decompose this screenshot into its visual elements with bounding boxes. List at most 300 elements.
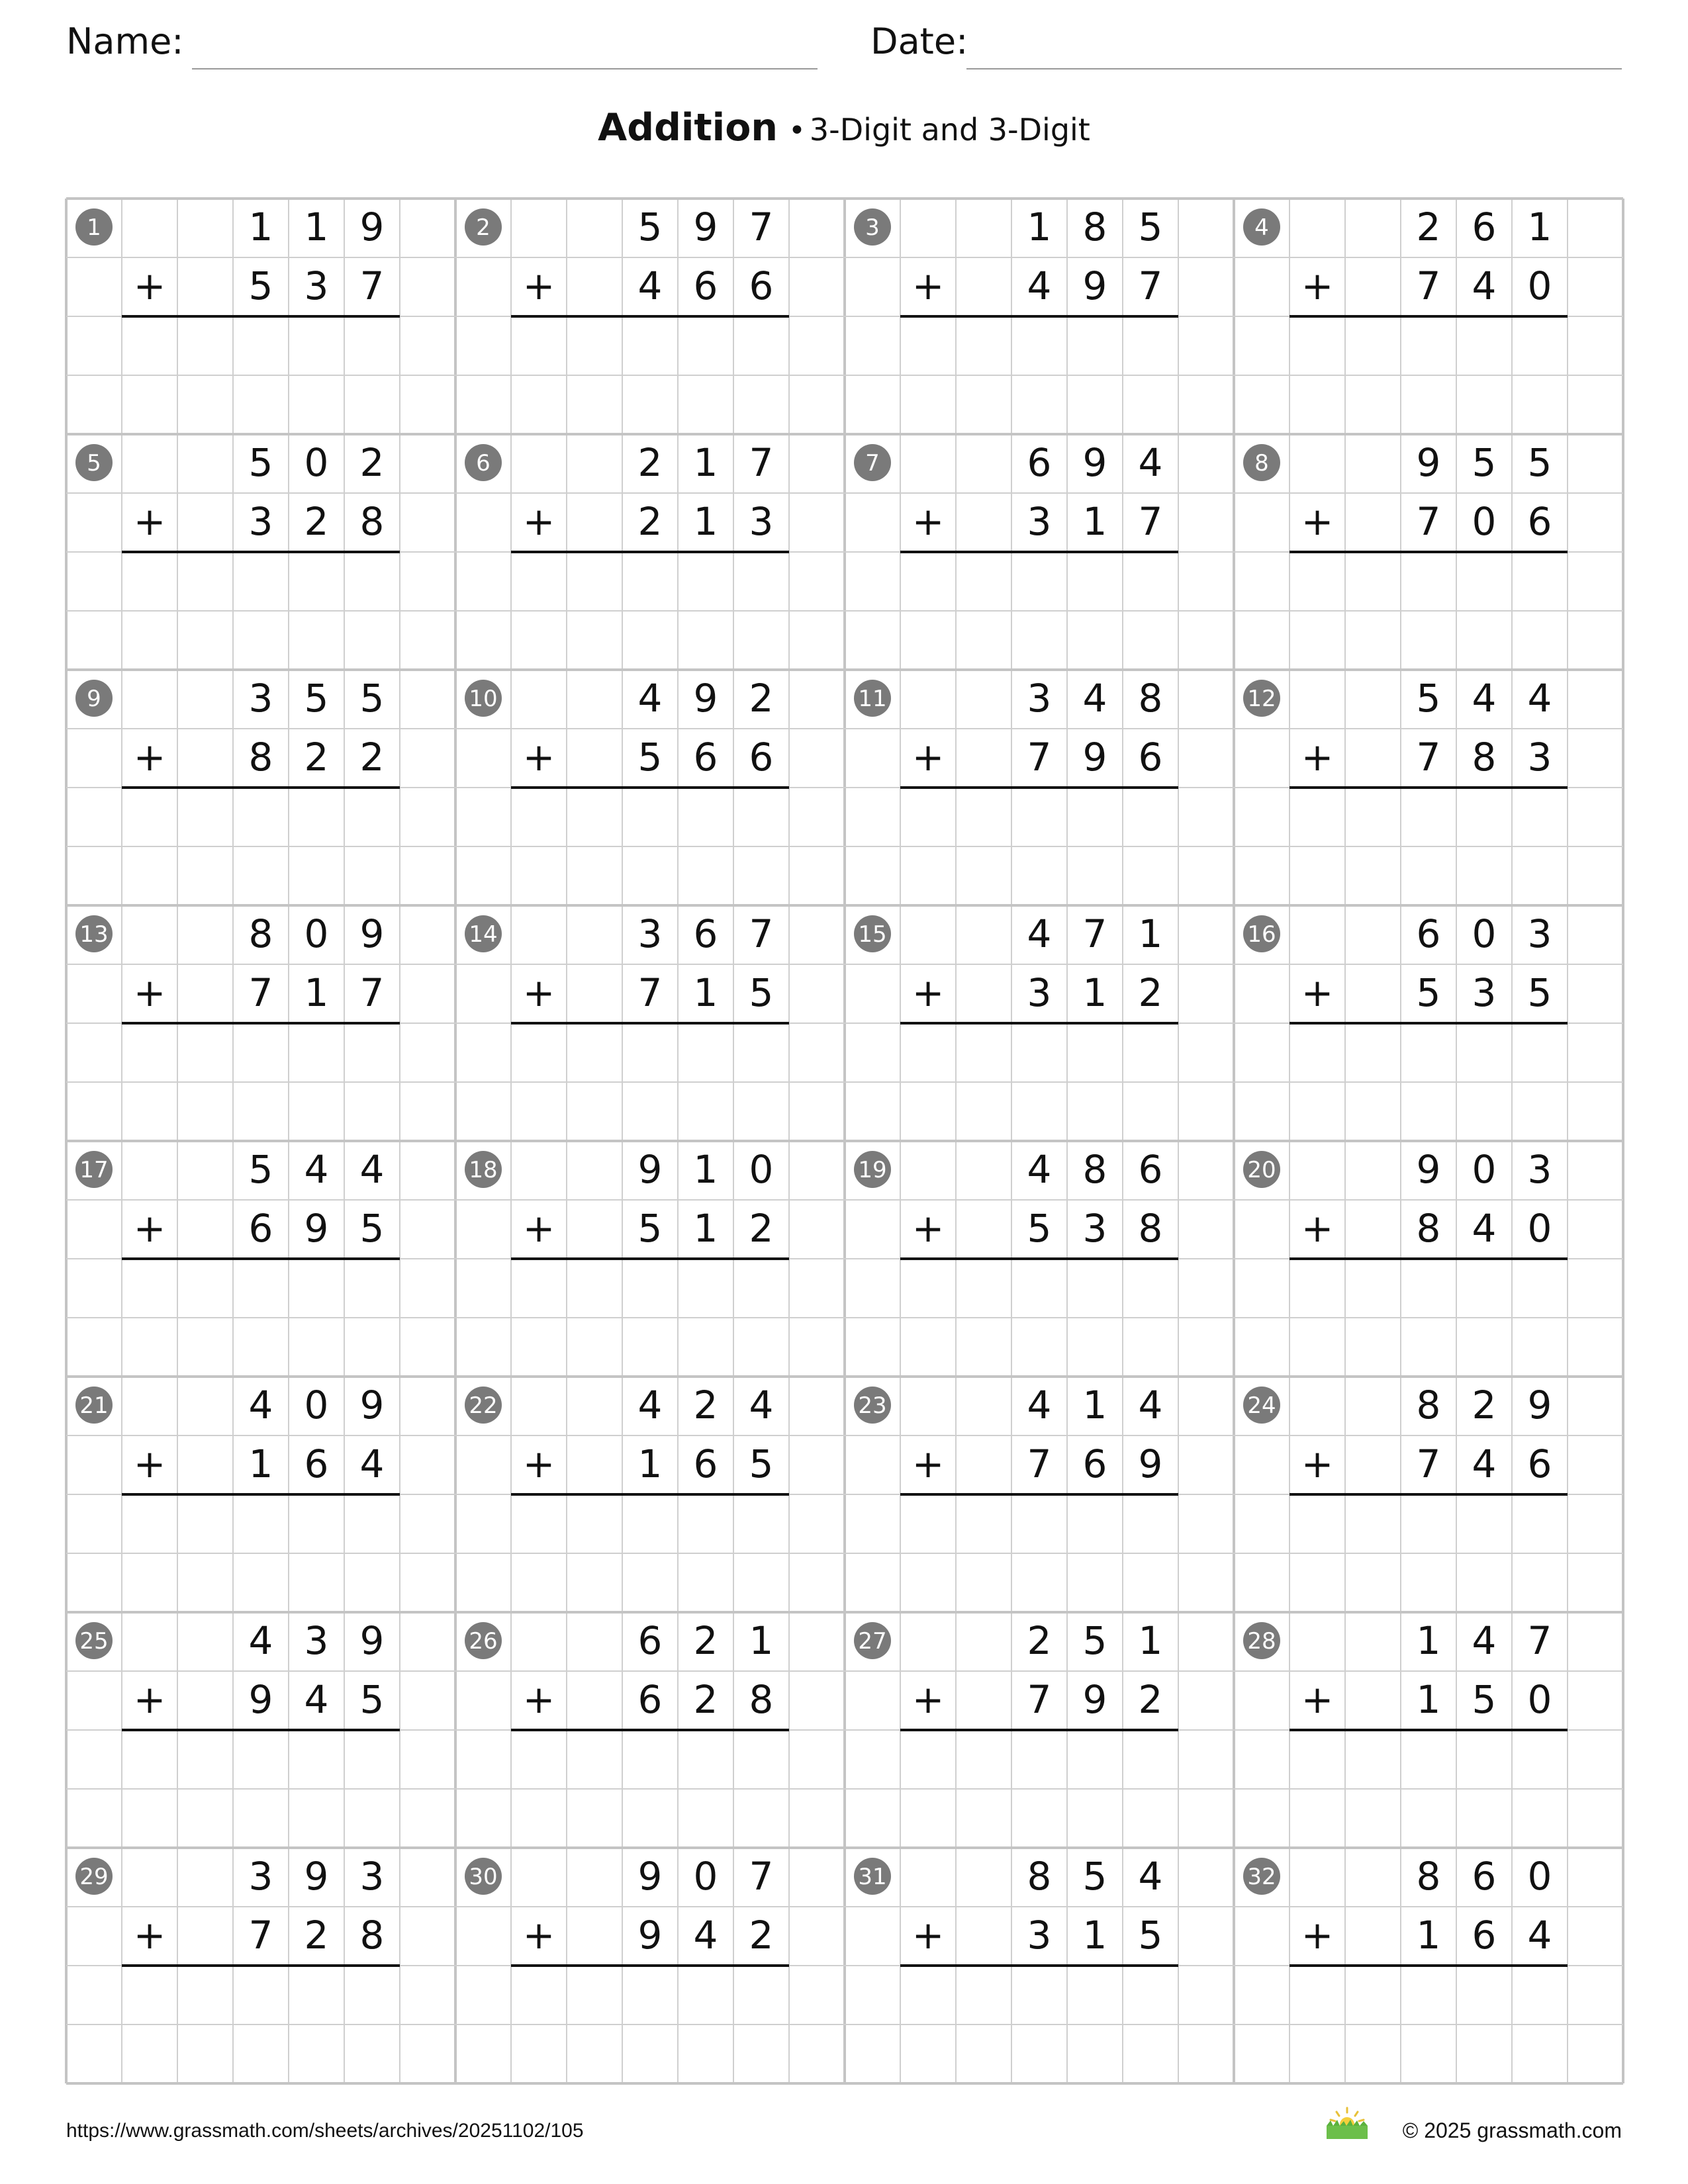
bottom-addend-digit: 8: [359, 1913, 385, 1958]
problem-number: 9: [87, 686, 101, 712]
bottom-addend-digit: 4: [1027, 263, 1052, 308]
bottom-addend-digit: 6: [1082, 1441, 1107, 1486]
plus-sign: +: [133, 1677, 166, 1722]
bottom-addend-digit: 7: [1416, 263, 1441, 308]
top-addend-digit: 2: [1472, 1383, 1497, 1428]
problem-number: 32: [1247, 1864, 1276, 1890]
bottom-addend-digit: 5: [359, 1206, 385, 1251]
plus-sign: +: [912, 735, 945, 780]
top-addend-digit: 9: [1416, 440, 1441, 485]
plus-sign: +: [1301, 1913, 1334, 1958]
bottom-addend-digit: 3: [1527, 735, 1552, 780]
top-addend-digit: 5: [1138, 205, 1163, 250]
top-addend-digit: 4: [1138, 1383, 1163, 1428]
top-addend-digit: 8: [1082, 1147, 1107, 1192]
top-addend-digit: 1: [1138, 911, 1163, 956]
bottom-addend-digit: 9: [248, 1677, 273, 1722]
problem-19: [854, 1147, 1178, 1316]
problem-5: [75, 440, 400, 609]
top-addend-digit: 9: [693, 676, 718, 721]
top-addend-digit: 6: [1027, 440, 1052, 485]
bottom-addend-digit: 5: [1472, 1677, 1497, 1722]
top-addend-digit: 5: [304, 676, 329, 721]
bottom-addend-digit: 3: [1082, 1206, 1107, 1251]
answer-area[interactable]: [1289, 790, 1568, 844]
bottom-addend-digit: 7: [1416, 735, 1441, 780]
problem-number: 22: [469, 1392, 498, 1419]
bottom-addend-digit: 7: [1416, 499, 1441, 544]
top-addend-digit: 1: [693, 1147, 718, 1192]
top-addend-digit: 9: [1527, 1383, 1552, 1428]
bottom-addend-digit: 0: [1527, 1206, 1552, 1251]
bottom-addend-digit: 6: [637, 1677, 663, 1722]
answer-area[interactable]: [1289, 1496, 1568, 1551]
title-bullet: •: [788, 114, 806, 148]
top-addend-digit: 9: [693, 205, 718, 250]
top-addend-digit: 1: [749, 1618, 774, 1663]
answer-area[interactable]: [1289, 554, 1568, 609]
top-addend-digit: 7: [749, 1854, 774, 1899]
bottom-addend-digit: 4: [637, 263, 663, 308]
bottom-addend-digit: 6: [1138, 735, 1163, 780]
top-addend-digit: 9: [359, 1618, 385, 1663]
top-addend-digit: 4: [1082, 676, 1107, 721]
title-main: Addition: [598, 106, 778, 150]
bottom-addend-digit: 7: [1138, 263, 1163, 308]
bottom-addend-digit: 5: [749, 1441, 774, 1486]
problem-number: 17: [79, 1157, 109, 1183]
problem-26: [465, 1618, 789, 1787]
bottom-addend-digit: 2: [304, 499, 329, 544]
bottom-addend-digit: 8: [1472, 735, 1497, 780]
grass-sun-logo-icon: [1324, 2107, 1370, 2140]
top-addend-digit: 4: [637, 1383, 663, 1428]
bottom-addend-digit: 5: [359, 1677, 385, 1722]
bottom-addend-digit: 3: [749, 499, 774, 544]
answer-area[interactable]: [511, 1261, 789, 1316]
plus-sign: +: [133, 1441, 166, 1486]
plus-sign: +: [522, 263, 555, 308]
top-addend-digit: 1: [304, 205, 329, 250]
problem-20: [1243, 1147, 1568, 1316]
problem-8: [1243, 440, 1568, 609]
problem-number: 11: [858, 686, 887, 712]
bottom-addend-digit: 3: [304, 263, 329, 308]
bottom-addend-digit: 1: [693, 970, 718, 1015]
plus-sign: +: [1301, 970, 1334, 1015]
bottom-addend-digit: 9: [1138, 1441, 1163, 1486]
grid-lines: [66, 199, 1623, 2083]
plus-sign: +: [522, 1677, 555, 1722]
problem-6: [465, 440, 789, 609]
top-addend-digit: 6: [637, 1618, 663, 1663]
problem-number: 6: [476, 450, 491, 477]
top-addend-digit: 3: [304, 1618, 329, 1663]
plus-sign: +: [912, 1441, 945, 1486]
problem-number: 21: [79, 1392, 109, 1419]
plus-sign: +: [133, 1913, 166, 1958]
answer-area[interactable]: [900, 1496, 1178, 1551]
bottom-addend-digit: 2: [304, 735, 329, 780]
bottom-addend-digit: 2: [693, 1677, 718, 1722]
bottom-addend-digit: 3: [1472, 970, 1497, 1015]
bottom-addend-digit: 6: [1527, 1441, 1552, 1486]
plus-sign: +: [133, 263, 166, 308]
answer-area[interactable]: [1289, 1025, 1568, 1080]
bottom-addend-digit: 1: [1082, 499, 1107, 544]
top-addend-digit: 3: [248, 1854, 273, 1899]
bottom-addend-digit: 7: [248, 970, 273, 1015]
top-addend-digit: 9: [1416, 1147, 1441, 1192]
answer-area[interactable]: [900, 554, 1178, 609]
answer-area[interactable]: [900, 1261, 1178, 1316]
top-addend-digit: 4: [304, 1147, 329, 1192]
bottom-addend-digit: 7: [1138, 499, 1163, 544]
bottom-addend-digit: 4: [1472, 1441, 1497, 1486]
bottom-addend-digit: 8: [1416, 1206, 1441, 1251]
top-addend-digit: 3: [1027, 676, 1052, 721]
problem-10: [465, 676, 789, 844]
answer-area[interactable]: [122, 1261, 400, 1316]
bottom-addend-digit: 3: [1027, 499, 1052, 544]
top-addend-digit: 2: [749, 676, 774, 721]
top-addend-digit: 0: [1472, 911, 1497, 956]
plus-sign: +: [133, 1206, 166, 1251]
top-addend-digit: 4: [637, 676, 663, 721]
bottom-addend-digit: 4: [1472, 263, 1497, 308]
problem-16: [1243, 911, 1568, 1080]
problem-number: 1: [87, 214, 101, 241]
problem-number: 14: [469, 921, 498, 948]
problem-31: [854, 1854, 1178, 2023]
problem-number: 26: [469, 1628, 498, 1655]
bottom-addend-digit: 5: [248, 263, 273, 308]
problem-number: 4: [1254, 214, 1269, 241]
bottom-addend-digit: 7: [1027, 735, 1052, 780]
footer-url: https://www.grassmath.com/sheets/archives/20251102/105: [66, 2120, 584, 2142]
answer-area[interactable]: [511, 318, 789, 373]
answer-area[interactable]: [900, 318, 1178, 373]
bottom-addend-digit: 9: [1082, 1677, 1107, 1722]
top-addend-digit: 9: [359, 1383, 385, 1428]
top-addend-digit: 5: [1527, 440, 1552, 485]
plus-sign: +: [912, 970, 945, 1015]
plus-sign: +: [1301, 499, 1334, 544]
top-addend-digit: 0: [749, 1147, 774, 1192]
answer-area[interactable]: [122, 1968, 400, 2023]
top-addend-digit: 5: [359, 676, 385, 721]
bottom-addend-digit: 7: [1027, 1441, 1052, 1486]
top-addend-digit: 4: [749, 1383, 774, 1428]
bottom-addend-digit: 2: [359, 735, 385, 780]
bottom-addend-digit: 5: [1527, 970, 1552, 1015]
problem-21: [75, 1383, 400, 1551]
problem-7: [854, 440, 1178, 609]
problem-22: [465, 1383, 789, 1551]
bottom-addend-digit: 5: [637, 1206, 663, 1251]
answer-area[interactable]: [511, 554, 789, 609]
problem-30: [465, 1854, 789, 2023]
top-addend-digit: 6: [693, 911, 718, 956]
answer-area[interactable]: [900, 1968, 1178, 2023]
problem-14: [465, 911, 789, 1080]
bottom-addend-digit: 7: [359, 263, 385, 308]
bottom-addend-digit: 7: [1416, 1441, 1441, 1486]
plus-sign: +: [133, 499, 166, 544]
plus-sign: +: [912, 1206, 945, 1251]
bottom-addend-digit: 8: [1138, 1206, 1163, 1251]
problem-32: [1243, 1854, 1568, 2023]
top-addend-digit: 2: [637, 440, 663, 485]
top-addend-digit: 7: [1082, 911, 1107, 956]
bottom-addend-digit: 3: [248, 499, 273, 544]
top-addend-digit: 2: [359, 440, 385, 485]
bottom-addend-digit: 9: [1082, 263, 1107, 308]
bottom-addend-digit: 2: [304, 1913, 329, 1958]
top-addend-digit: 8: [1416, 1383, 1441, 1428]
bottom-addend-digit: 7: [359, 970, 385, 1015]
problem-number: 28: [1247, 1628, 1276, 1655]
top-addend-digit: 7: [749, 440, 774, 485]
top-addend-digit: 2: [693, 1383, 718, 1428]
problem-18: [465, 1147, 789, 1316]
problem-28: [1243, 1618, 1568, 1787]
answer-area[interactable]: [1289, 318, 1568, 373]
problem-number: 16: [1247, 921, 1276, 948]
top-addend-digit: 5: [248, 1147, 273, 1192]
top-addend-digit: 4: [1027, 911, 1052, 956]
problem-9: [75, 676, 400, 844]
top-addend-digit: 2: [1416, 205, 1441, 250]
top-addend-digit: 4: [1527, 676, 1552, 721]
date-label: Date:: [870, 21, 968, 62]
bottom-addend-digit: 2: [749, 1206, 774, 1251]
answer-area[interactable]: [511, 1732, 789, 1787]
bottom-addend-digit: 1: [693, 499, 718, 544]
plus-sign: +: [522, 735, 555, 780]
top-addend-digit: 0: [304, 1383, 329, 1428]
top-addend-digit: 2: [693, 1618, 718, 1663]
top-addend-digit: 1: [693, 440, 718, 485]
answer-area[interactable]: [122, 1025, 400, 1080]
top-addend-digit: 8: [1027, 1854, 1052, 1899]
top-addend-digit: 4: [248, 1618, 273, 1663]
problem-11: [854, 676, 1178, 844]
top-addend-digit: 6: [1472, 1854, 1497, 1899]
answer-area[interactable]: [122, 790, 400, 844]
top-addend-digit: 4: [1138, 1854, 1163, 1899]
top-addend-digit: 6: [1138, 1147, 1163, 1192]
top-addend-digit: 7: [749, 205, 774, 250]
answer-area[interactable]: [122, 318, 400, 373]
bottom-addend-digit: 9: [304, 1206, 329, 1251]
name-label: Name:: [66, 21, 184, 62]
bottom-addend-digit: 5: [1138, 1913, 1163, 1958]
problem-2: [465, 205, 789, 373]
top-addend-digit: 7: [749, 911, 774, 956]
bottom-addend-digit: 1: [1082, 1913, 1107, 1958]
top-addend-digit: 5: [1472, 440, 1497, 485]
top-addend-digit: 0: [693, 1854, 718, 1899]
answer-area[interactable]: [900, 790, 1178, 844]
problem-12: [1243, 676, 1568, 844]
bottom-addend-digit: 1: [637, 1441, 663, 1486]
problem-27: [854, 1618, 1178, 1787]
plus-sign: +: [912, 263, 945, 308]
plus-sign: +: [1301, 1677, 1334, 1722]
bottom-addend-digit: 6: [749, 735, 774, 780]
bottom-addend-digit: 9: [1082, 735, 1107, 780]
answer-area[interactable]: [511, 1025, 789, 1080]
problem-1: [75, 205, 400, 373]
plus-sign: +: [522, 1913, 555, 1958]
top-addend-digit: 4: [1027, 1147, 1052, 1192]
top-addend-digit: 8: [248, 911, 273, 956]
bottom-addend-digit: 2: [749, 1913, 774, 1958]
bottom-addend-digit: 1: [1082, 970, 1107, 1015]
bottom-addend-digit: 1: [304, 970, 329, 1015]
plus-sign: +: [522, 499, 555, 544]
answer-area[interactable]: [511, 1496, 789, 1551]
top-addend-digit: 7: [1527, 1618, 1552, 1663]
answer-area[interactable]: [122, 554, 400, 609]
bottom-addend-digit: 4: [693, 1913, 718, 1958]
bottom-addend-digit: 4: [359, 1441, 385, 1486]
problem-23: [854, 1383, 1178, 1551]
bottom-addend-digit: 5: [1416, 970, 1441, 1015]
problem-number: 3: [865, 214, 880, 241]
top-addend-digit: 2: [1027, 1618, 1052, 1663]
top-addend-digit: 0: [304, 440, 329, 485]
bottom-addend-digit: 2: [1138, 970, 1163, 1015]
plus-sign: +: [1301, 263, 1334, 308]
problem-number: 13: [79, 921, 109, 948]
top-addend-digit: 1: [1527, 205, 1552, 250]
plus-sign: +: [133, 735, 166, 780]
problem-29: [75, 1854, 400, 2023]
bottom-addend-digit: 6: [693, 1441, 718, 1486]
bottom-addend-digit: 4: [304, 1677, 329, 1722]
answer-area[interactable]: [122, 1732, 400, 1787]
problem-number: 31: [858, 1864, 887, 1890]
top-addend-digit: 9: [304, 1854, 329, 1899]
top-addend-digit: 9: [359, 205, 385, 250]
plus-sign: +: [1301, 735, 1334, 780]
bottom-addend-digit: 6: [1472, 1913, 1497, 1958]
plus-sign: +: [912, 499, 945, 544]
bottom-addend-digit: 9: [637, 1913, 663, 1958]
plus-sign: +: [522, 970, 555, 1015]
bottom-addend-digit: 5: [1027, 1206, 1052, 1251]
problem-number: 18: [469, 1157, 498, 1183]
top-addend-digit: 9: [359, 911, 385, 956]
top-addend-digit: 3: [359, 1854, 385, 1899]
top-addend-digit: 1: [1416, 1618, 1441, 1663]
top-addend-digit: 3: [1527, 1147, 1552, 1192]
answer-area[interactable]: [1289, 1261, 1568, 1316]
problem-number: 10: [469, 686, 498, 712]
bottom-addend-digit: 1: [1416, 1677, 1441, 1722]
top-addend-digit: 1: [1082, 1383, 1107, 1428]
plus-sign: +: [1301, 1441, 1334, 1486]
problem-25: [75, 1618, 400, 1787]
problem-13: [75, 911, 400, 1080]
top-addend-digit: 4: [1472, 1618, 1497, 1663]
top-addend-digit: 9: [637, 1854, 663, 1899]
bottom-addend-digit: 5: [637, 735, 663, 780]
answer-area[interactable]: [900, 1732, 1178, 1787]
top-addend-digit: 5: [248, 440, 273, 485]
answer-area[interactable]: [511, 1968, 789, 2023]
problem-number: 30: [469, 1864, 498, 1890]
bottom-addend-digit: 6: [248, 1206, 273, 1251]
top-addend-digit: 9: [637, 1147, 663, 1192]
problem-number: 2: [476, 214, 491, 241]
bottom-addend-digit: 8: [248, 735, 273, 780]
top-addend-digit: 3: [248, 676, 273, 721]
top-addend-digit: 4: [1138, 440, 1163, 485]
title-subtitle: 3-Digit and 3-Digit: [809, 112, 1090, 148]
bottom-addend-digit: 1: [248, 1441, 273, 1486]
answer-area[interactable]: [122, 1496, 400, 1551]
plus-sign: +: [522, 1206, 555, 1251]
problem-4: [1243, 205, 1568, 373]
bottom-addend-digit: 2: [1138, 1677, 1163, 1722]
top-addend-digit: 5: [1082, 1854, 1107, 1899]
problem-number: 29: [79, 1864, 109, 1890]
top-addend-digit: 5: [1082, 1618, 1107, 1663]
plus-sign: +: [522, 1441, 555, 1486]
problem-number: 15: [858, 921, 887, 948]
bottom-addend-digit: 6: [693, 735, 718, 780]
answer-area[interactable]: [1289, 1968, 1568, 2023]
plus-sign: +: [133, 970, 166, 1015]
answer-area[interactable]: [900, 1025, 1178, 1080]
problem-number: 7: [865, 450, 880, 477]
problem-number: 19: [858, 1157, 887, 1183]
top-addend-digit: 0: [1472, 1147, 1497, 1192]
top-addend-digit: 6: [1416, 911, 1441, 956]
bottom-addend-digit: 4: [1527, 1913, 1552, 1958]
bottom-addend-digit: 6: [304, 1441, 329, 1486]
top-addend-digit: 5: [637, 205, 663, 250]
plus-sign: +: [912, 1677, 945, 1722]
bottom-addend-digit: 8: [749, 1677, 774, 1722]
top-addend-digit: 0: [304, 911, 329, 956]
problem-number: 8: [1254, 450, 1269, 477]
top-addend-digit: 6: [1472, 205, 1497, 250]
top-addend-digit: 3: [1527, 911, 1552, 956]
top-addend-digit: 4: [248, 1383, 273, 1428]
problem-17: [75, 1147, 400, 1316]
footer-copyright: © 2025 grassmath.com: [1402, 2118, 1622, 2142]
top-addend-digit: 5: [1416, 676, 1441, 721]
answer-area[interactable]: [1289, 1732, 1568, 1787]
top-addend-digit: 8: [1138, 676, 1163, 721]
bottom-addend-digit: 7: [248, 1913, 273, 1958]
bottom-addend-digit: 3: [1027, 970, 1052, 1015]
top-addend-digit: 8: [1416, 1854, 1441, 1899]
top-addend-digit: 3: [637, 911, 663, 956]
plus-sign: +: [1301, 1206, 1334, 1251]
answer-area[interactable]: [511, 790, 789, 844]
bottom-addend-digit: 5: [749, 970, 774, 1015]
top-addend-digit: 1: [248, 205, 273, 250]
top-addend-digit: 9: [1082, 440, 1107, 485]
problem-number: 27: [858, 1628, 887, 1655]
bottom-addend-digit: 3: [1027, 1913, 1052, 1958]
top-addend-digit: 0: [1527, 1854, 1552, 1899]
